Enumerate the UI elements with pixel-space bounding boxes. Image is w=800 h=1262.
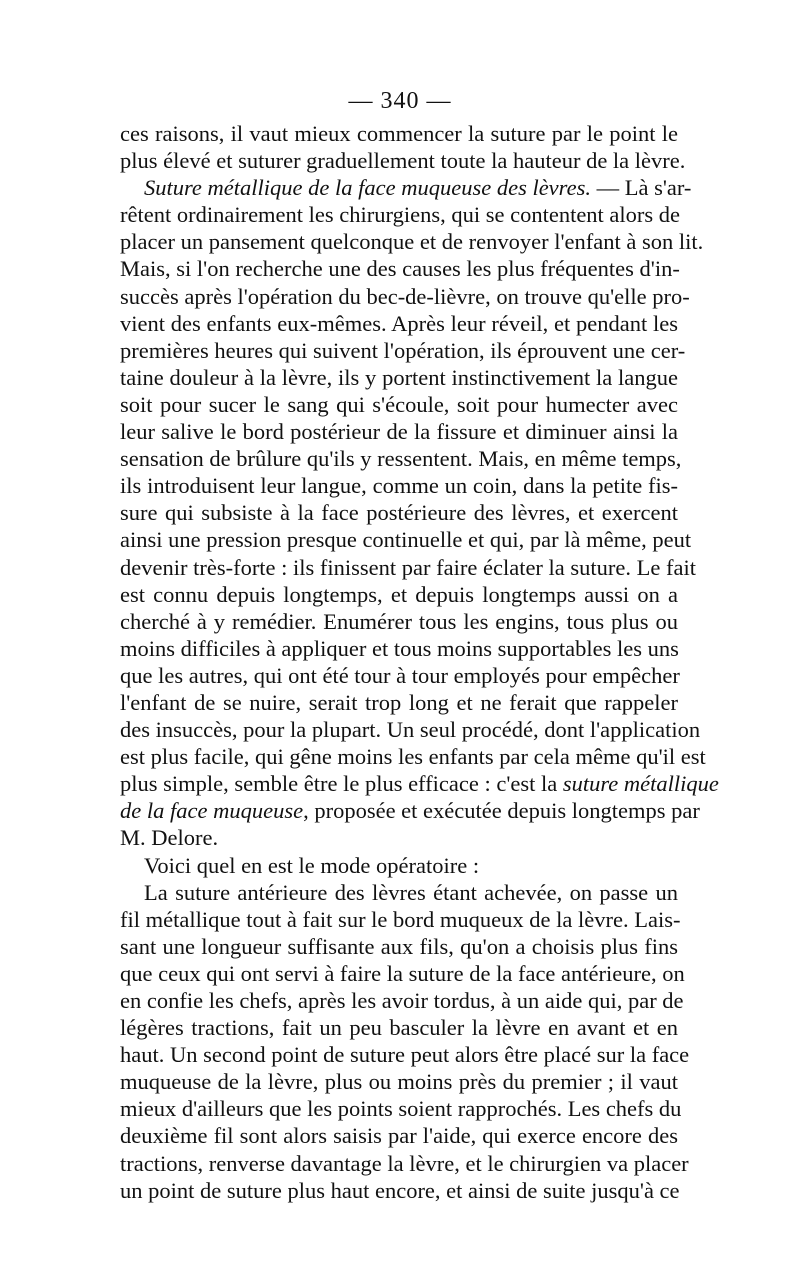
text-line (120, 770, 719, 797)
text-line (120, 987, 684, 1014)
text-line (120, 310, 678, 337)
text-segment: muqueuse de la lèvre, plus ou moins près du premier ; il vaut (120, 1069, 678, 1095)
text-line (120, 1095, 682, 1122)
text-line (120, 337, 686, 364)
text-segment: Voici quel en est le mode opératoire : (144, 852, 480, 878)
text-line (120, 445, 682, 472)
text-segment: ils introduisent leur langue, comme un coin, dans la petite fis- (120, 473, 678, 499)
text-line (120, 635, 678, 662)
text-line (120, 716, 701, 743)
text-segment: sant une longueur suffisante aux fils, qu'on a choisis plus fins (120, 933, 678, 959)
text-segment: deuxième fil sont alors saisis par l'aide, qui exerce encore des (120, 1123, 678, 1149)
text-segment: fil métallique tout à fait sur le bord muqueux de la lèvre. Lais- (120, 906, 681, 932)
text-line (120, 201, 681, 228)
body-text (120, 120, 719, 1204)
text-line (120, 1041, 690, 1068)
text-segment: en confie les chefs, après les avoir tordus, à un aide qui, par de (120, 988, 684, 1013)
text-segment: est plus facile, qui gêne moins les enfants par cela même qu'il est (120, 744, 706, 770)
text-segment: — Là s'ar- (590, 175, 692, 201)
text-segment: M. Delore. (120, 825, 219, 851)
text-line (120, 608, 678, 635)
text-segment: plus simple, semble être le plus efficace : c'est la (120, 771, 563, 797)
italic-text: de la face muqueuse (120, 798, 304, 824)
text-line (120, 228, 704, 255)
text-segment: tractions, renverse davantage la lèvre, et le chirurgien va placer (120, 1150, 689, 1176)
text-segment: sensation de brûlure qu'ils y ressentent. Mais, en même temps, (120, 446, 682, 472)
text-line (120, 1122, 678, 1149)
text-segment: premières heures qui suivent l'opération, ils éprouvent une cer- (120, 337, 686, 363)
text-segment: ainsi une pression presque continuelle et qui, par là même, peut (120, 527, 692, 553)
text-segment: sure qui subsiste à la face postérieure des lèvres, et exercent (120, 500, 678, 526)
text-line (120, 147, 686, 174)
text-segment: La suture antérieure des lèvres étant achevée, on passe un (144, 879, 678, 905)
text-segment: ces raisons, il vaut mieux commencer la suture par le point le (120, 121, 678, 146)
text-line (120, 283, 690, 310)
text-line (120, 554, 696, 581)
text-segment: haut. Un second point de suture peut alors être placé sur la face (120, 1042, 690, 1068)
text-line (120, 1177, 678, 1204)
text-segment: moins difficiles à appliquer et tous moins supportables les uns (120, 635, 679, 661)
text-line (120, 689, 678, 716)
text-line (120, 581, 678, 608)
text-segment: l'enfant de se nuire, serait trop long et ne ferait que rappeler (120, 689, 678, 715)
text-line (120, 526, 692, 553)
text-segment: placer un pansement quelconque et de renvoyer l'enfant à son lit. (120, 229, 704, 255)
text-segment: mieux d'ailleurs que les points soient rapprochés. Les chefs du (120, 1096, 682, 1122)
text-segment: est connu depuis longtemps, et depuis longtemps aussi on a (120, 581, 678, 607)
text-line (120, 364, 678, 391)
text-segment: succès après l'opération du bec-de-lièvre, on trouve qu'elle pro- (120, 283, 690, 309)
text-segment: vient des enfants eux-mêmes. Après leur réveil, et pendant les (120, 310, 678, 336)
text-line (120, 743, 706, 770)
text-segment: soit pour sucer le sang qui s'écoule, soit pour humecter avec (120, 391, 678, 417)
text-segment: cherché à y remédier. Enumérer tous les engins, tous plus ou (120, 608, 678, 634)
text-line (120, 1014, 678, 1041)
text-segment: légères tractions, fait un peu basculer la lèvre en avant et en (120, 1015, 678, 1041)
text-line (120, 824, 678, 851)
text-line (120, 255, 678, 282)
text-segment: rêtent ordinairement les chirurgiens, qui se contentent alors de (120, 202, 681, 228)
text-line (120, 472, 678, 499)
italic-text: Suture métallique de la face muqueuse des lèvres. (144, 175, 591, 201)
text-segment: Mais, si l'on recherche une des causes les plus fréquentes d'in- (120, 256, 680, 282)
text-line (120, 960, 685, 987)
text-line (120, 662, 678, 689)
text-segment: leur salive le bord postérieur de la fissure et diminuer ainsi la (120, 419, 678, 445)
text-line (120, 1068, 678, 1095)
text-segment: plus élevé et suturer graduellement toute la hauteur de la lèvre. (120, 148, 686, 174)
text-line (120, 933, 678, 960)
text-segment: que ceux qui ont servi à faire la suture de la face antérieure, on (120, 960, 685, 986)
text-segment: taine douleur à la lèvre, ils y portent instinctivement la langue (120, 364, 678, 390)
text-line (120, 120, 678, 147)
text-line (120, 174, 692, 201)
italic-text: suture métallique (562, 771, 719, 797)
text-line (120, 499, 678, 526)
text-line (120, 1150, 689, 1177)
text-line (120, 879, 678, 906)
text-line (120, 797, 700, 824)
text-segment: devenir très-forte : ils finissent par faire éclater la suture. Le fait (120, 554, 696, 580)
text-segment: un point de suture plus haut encore, et ainsi de suite jusqu'à ce (120, 1177, 680, 1203)
text-segment: que les autres, qui ont été tour à tour employés pour empêcher (120, 662, 680, 688)
text-segment: , proposée et exécutée depuis longtemps par (303, 798, 700, 824)
text-line (120, 391, 678, 418)
page-number: — 340 — (348, 88, 452, 114)
text-segment: des insuccès, pour la plupart. Un seul procédé, dont l'application (120, 717, 701, 743)
text-line (120, 852, 678, 879)
text-line (120, 906, 681, 933)
text-line (120, 418, 678, 445)
